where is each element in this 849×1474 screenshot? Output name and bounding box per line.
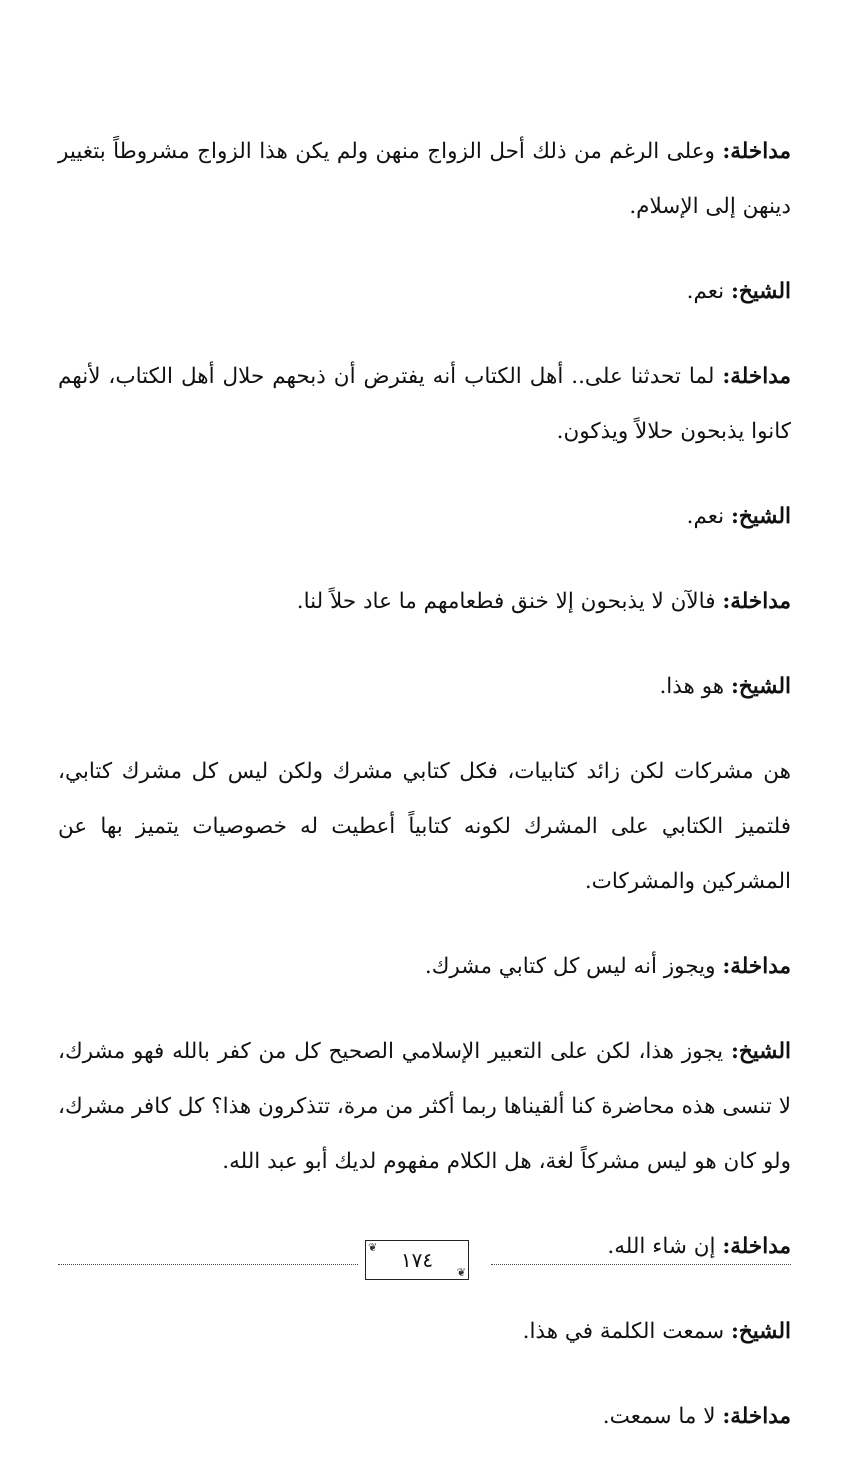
- paragraph: [58, 1389, 791, 1444]
- paragraph: [58, 264, 791, 319]
- paragraph-text: وعلى الرغم من ذلك أحل الزواج منهن ولم يكن هذا الزواج مشروطاً بتغيير دينهن إلى الإسلام.: [58, 139, 791, 219]
- speaker-label: مداخلة:: [722, 364, 791, 389]
- speaker-label: مداخلة:: [722, 954, 791, 979]
- paragraph-text: إن شاء الله.: [607, 1234, 723, 1259]
- paragraph-text: هن مشركات لكن زائد كتابيات، فكل كتابي مشرك ولكن ليس كل مشرك كتابي، فلتميز الكتابي على المشرك لكونه كتابياً أعطيت له خصوصيات يتميز بها عن المشركين والمشركات.: [58, 759, 791, 894]
- page-number: ١٧٤: [400, 1248, 434, 1272]
- speaker-label: مداخلة:: [722, 589, 791, 614]
- speaker-label: الشيخ:: [730, 1319, 791, 1344]
- ornament-icon: ❦: [456, 1266, 466, 1279]
- speaker-label: مداخلة:: [722, 1404, 791, 1429]
- paragraph-text: يجوز هذا، لكن على التعبير الإسلامي الصحيح كل من كفر بالله فهو مشرك، لا تنسى هذه محاضرة كنا ألقيناها ربما أكثر من مرة، تتذكرون هذا؟ كل كافر مشرك، ولو كان هو ليس مشركاً لغة، هل الكلام مفهوم لديك أبو عبد الله.: [58, 1039, 791, 1174]
- speaker-label: الشيخ:: [730, 1039, 791, 1064]
- paragraph: [58, 489, 791, 544]
- paragraph: [58, 659, 791, 714]
- paragraph-text: لما تحدثنا على.. أهل الكتاب أنه يفترض أن ذبحهم حلال أهل الكتاب، لأنهم كانوا يذبحون حلالاً ويذكون.: [58, 364, 791, 444]
- paragraph-text: ويجوز أنه ليس كل كتابي مشرك.: [424, 954, 723, 979]
- paragraph: [58, 1024, 791, 1189]
- footer-dotted-rule-right: [491, 1264, 791, 1265]
- paragraph: [58, 349, 791, 459]
- ornament-icon: ❦: [368, 1241, 378, 1254]
- paragraph-text: هو هذا.: [659, 674, 731, 699]
- page-footer: [58, 1236, 791, 1286]
- speaker-label: الشيخ:: [730, 504, 791, 529]
- paragraph-text: نعم.: [686, 279, 731, 304]
- speaker-label: الشيخ:: [730, 279, 791, 304]
- paragraph: [58, 1304, 791, 1359]
- paragraph: [58, 939, 791, 994]
- paragraph-text: سمعت الكلمة في هذا.: [522, 1319, 731, 1344]
- footer-dotted-rule-left: [58, 1264, 358, 1265]
- paragraph: [58, 124, 791, 234]
- paragraph: [58, 744, 791, 909]
- paragraph-text: لا ما سمعت.: [602, 1404, 723, 1429]
- paragraph-text: نعم.: [686, 504, 731, 529]
- paragraph-text: فالآن لا يذبحون إلا خنق فطعامهم ما عاد حلاً لنا.: [296, 589, 723, 614]
- page-number-frame: [365, 1240, 469, 1280]
- speaker-label: مداخلة:: [722, 1234, 791, 1259]
- paragraph: [58, 574, 791, 629]
- speaker-label: مداخلة:: [722, 139, 791, 164]
- speaker-label: الشيخ:: [730, 674, 791, 699]
